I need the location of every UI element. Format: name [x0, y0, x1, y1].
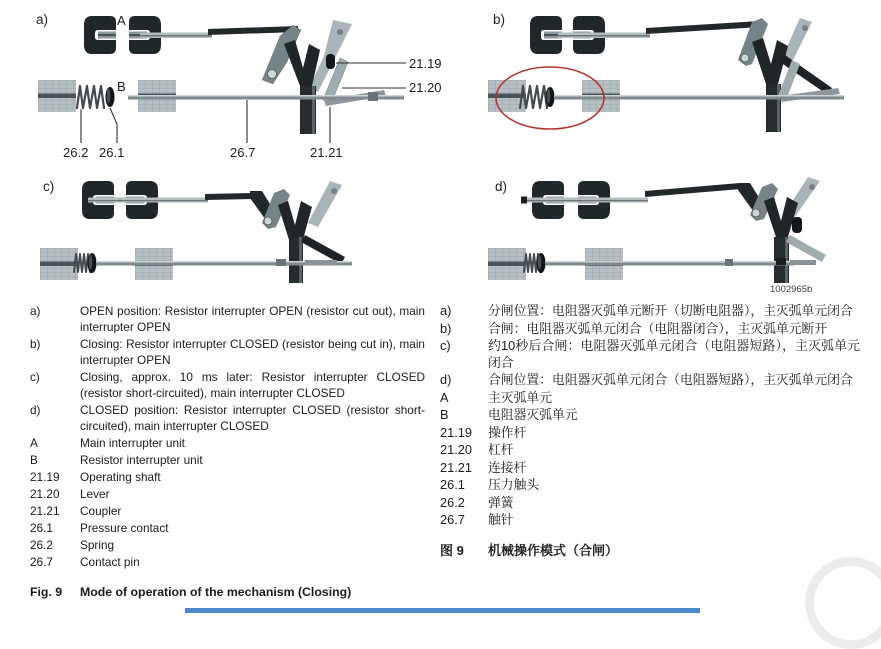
- legend-key: c): [440, 338, 451, 353]
- diagram-panel-d: [440, 165, 881, 300]
- caption-text: 机械操作模式（合闸）: [488, 542, 619, 558]
- main-interrupter-closed: [521, 181, 766, 219]
- legend-row: [30, 452, 425, 468]
- pressure-contact: [88, 253, 97, 273]
- legend-text: CLOSED position: Resistor interrupter CLOSED (resistor short-circuited), main interrupter CLOSED: [80, 403, 425, 433]
- watermark-circle: [805, 557, 881, 649]
- linkage-mechanism: [262, 181, 345, 283]
- legend-text: 连接杆: [488, 459, 527, 475]
- pivot: [337, 29, 343, 35]
- panel-label-b: b): [493, 12, 506, 27]
- figure-caption-en: [30, 584, 425, 600]
- legend-key: A: [30, 436, 38, 450]
- panel-label-a: a): [36, 12, 49, 27]
- main-contact-left: [530, 16, 562, 54]
- legend-row: [440, 372, 868, 389]
- legend-text: Coupler: [80, 504, 122, 518]
- legend-row: [30, 369, 425, 401]
- figure-image-code: 1002965b: [770, 284, 813, 295]
- legend-key: d): [440, 372, 452, 387]
- legend-text: 约10秒后合闸：电阻器灭弧单元闭合（电阻器短路），主灭弧单元闭合: [488, 338, 860, 370]
- rod-highlight: [554, 95, 844, 97]
- resistor-interrupter-closed: [488, 248, 816, 280]
- legend-text: Main interrupter unit: [80, 436, 185, 450]
- linkage-mechanism: [262, 20, 386, 134]
- legend-text: 主灭弧单元: [488, 389, 552, 405]
- contact-rod-shade: [140, 35, 212, 37]
- legend-text: OPEN position: Resistor interrupter OPEN (resistor cut out), main interrupter OPEN: [80, 304, 425, 334]
- pivot: [802, 25, 808, 31]
- legend-chinese: [440, 303, 868, 559]
- figure-caption-zh: [440, 543, 868, 560]
- legend-row: [30, 435, 425, 451]
- legend-row: [30, 402, 425, 434]
- resistor-interrupter-open: [38, 80, 404, 112]
- legend-key: d): [30, 403, 41, 417]
- callout-21-19: 21.19: [409, 56, 442, 71]
- rod-highlight: [128, 95, 404, 97]
- pivot-hole: [264, 217, 272, 225]
- main-contact-left: [84, 16, 116, 54]
- legend-text: Contact pin: [80, 555, 140, 569]
- legend-key: a): [30, 304, 41, 318]
- legend-key: c): [30, 370, 40, 384]
- legend-row: [440, 338, 868, 371]
- legend-key: 21.21: [30, 504, 60, 518]
- legend-text: 杠杆: [488, 442, 514, 457]
- operating-rod: [205, 193, 253, 200]
- legend-row: [440, 495, 868, 512]
- legend-row: [440, 390, 868, 407]
- legend-key: A: [440, 389, 449, 405]
- contact-rod-shade: [88, 200, 208, 201]
- legend-text: Operating shaft: [80, 470, 161, 484]
- legend-key: 21.20: [30, 487, 60, 501]
- legend-key: a): [440, 303, 452, 318]
- legend-row: [440, 460, 868, 477]
- legend-key: 26.1: [30, 521, 53, 535]
- legend-row: [30, 554, 425, 570]
- legend-row: [30, 486, 425, 502]
- rod-collar: [276, 259, 286, 266]
- legend-row: [30, 303, 425, 335]
- callout-21-20: 21.20: [409, 80, 442, 95]
- lever-arm: [782, 18, 812, 62]
- contact-rod-shade: [524, 200, 648, 201]
- legend-key: 26.1: [440, 477, 465, 492]
- callout-26-2: 26.2: [63, 145, 89, 160]
- rod-tip: [521, 197, 527, 204]
- callout-21-21: 21.21: [310, 145, 343, 160]
- rod-end-cap: [776, 258, 786, 265]
- legend-text: 压力触头: [488, 477, 540, 492]
- panel-label-c: c): [43, 179, 55, 194]
- legend-text: 弹簧: [488, 494, 514, 510]
- rod-collar: [725, 259, 733, 266]
- pressure-contact: [537, 253, 546, 273]
- legend-key: B: [440, 407, 449, 422]
- diagram-panel-b: [440, 0, 881, 165]
- caption-key: 图 9: [440, 542, 464, 558]
- pressure-contact: [106, 87, 115, 107]
- rod-end: [790, 260, 816, 265]
- legend-key: 26.2: [440, 494, 465, 510]
- diagonal-arm: [301, 235, 345, 264]
- pivot: [809, 184, 815, 190]
- legend-text: 合闸位置：电阻器灭弧单元闭合（电阻器短路），主灭弧单元闭合: [488, 372, 853, 387]
- legend-text: Lever: [80, 487, 110, 501]
- spring: [77, 86, 104, 108]
- hatched-block: [488, 248, 526, 280]
- legend-text: Pressure contact: [80, 521, 169, 535]
- resistor-interrupter-closed: [40, 248, 352, 280]
- legend-text: 操作杆: [488, 424, 527, 440]
- legend-row: [440, 321, 868, 338]
- legend-key: B: [30, 453, 38, 467]
- legend-text: 触针: [488, 512, 514, 527]
- legend-row: [30, 503, 425, 519]
- legend-row: [440, 477, 868, 494]
- panel-label-d: d): [495, 179, 508, 194]
- diagonal-arm: [786, 235, 826, 262]
- rod-highlight: [545, 261, 795, 263]
- label-B: B: [117, 79, 126, 94]
- legend-text: Closing, approx. 10 ms later: Resistor interrupter CLOSED (resistor short-circuited), main interrupter CLOSED: [80, 370, 425, 400]
- legend-row: [440, 425, 868, 442]
- legend-text: Closing: Resistor interrupter CLOSED (resistor being cut in), main interrupter OPEN: [80, 337, 425, 367]
- legend-row: [30, 469, 425, 485]
- cylinder-highlight: [299, 237, 302, 283]
- contact-rod-shade: [558, 35, 650, 37]
- legend-row: [30, 336, 425, 368]
- legend-text: 合闸：电阻器灭弧单元闭合（电阻器闭合），主灭弧单元断开: [488, 320, 828, 336]
- hatched-block: [40, 248, 78, 280]
- pivot-hole: [268, 70, 277, 79]
- legend-key: 21.20: [440, 442, 473, 457]
- legend-english: [30, 303, 425, 600]
- main-interrupter-opening: [530, 16, 761, 54]
- linkage-mechanism: [738, 18, 840, 132]
- legend-row: [440, 303, 868, 320]
- linkage-mechanism: [750, 177, 826, 283]
- lever-arm: [308, 181, 342, 227]
- legend-text: Spring: [80, 538, 115, 552]
- legend-key: b): [30, 337, 41, 351]
- pivot: [331, 188, 337, 194]
- operating-rod: [645, 183, 741, 197]
- hatched-block: [38, 80, 76, 112]
- legend-key: 26.7: [30, 555, 53, 569]
- legend-row: [440, 407, 868, 424]
- legend-text: Resistor interrupter unit: [80, 453, 203, 467]
- legend-row: [440, 512, 868, 529]
- legend-row: [30, 520, 425, 536]
- pivot-hole: [741, 54, 749, 62]
- legend-key: 21.21: [440, 459, 473, 475]
- pressure-contact: [546, 87, 555, 107]
- legend-key: 21.19: [440, 424, 473, 440]
- leader-lines: [81, 63, 406, 143]
- operating-shaft-knob: [792, 217, 802, 233]
- legend-key: 21.19: [30, 470, 60, 484]
- main-interrupter-closed: [82, 181, 278, 223]
- operating-rod: [646, 21, 761, 34]
- legend-row: [440, 442, 868, 459]
- callout-26-7: 26.7: [230, 145, 256, 160]
- caption-key: Fig. 9: [30, 585, 63, 599]
- rod-end: [305, 260, 337, 265]
- callout-26-1: 26.1: [99, 145, 125, 160]
- label-A: A: [117, 13, 126, 28]
- caption-text: Mode of operation of the mechanism (Closing): [80, 585, 352, 599]
- legend-text: 电阻器灭弧单元: [488, 407, 578, 422]
- legend-key: b): [440, 320, 452, 336]
- legend-key: 26.7: [440, 512, 465, 527]
- pivot-hole: [752, 209, 760, 217]
- cylinder-highlight: [312, 86, 315, 134]
- legend-row: [30, 537, 425, 553]
- legend-key: 26.2: [30, 538, 53, 552]
- cylinder-highlight: [777, 84, 780, 132]
- legend-text: 分闸位置：电阻器灭弧单元断开（切断电阻器），主灭弧单元闭合: [488, 303, 853, 318]
- rod-collar: [368, 92, 378, 101]
- diagram-panel-a: [0, 0, 440, 165]
- diagram-panel-c: [0, 165, 440, 300]
- operating-shaft-knob: [326, 54, 335, 69]
- bottom-banner-bar: [185, 608, 700, 613]
